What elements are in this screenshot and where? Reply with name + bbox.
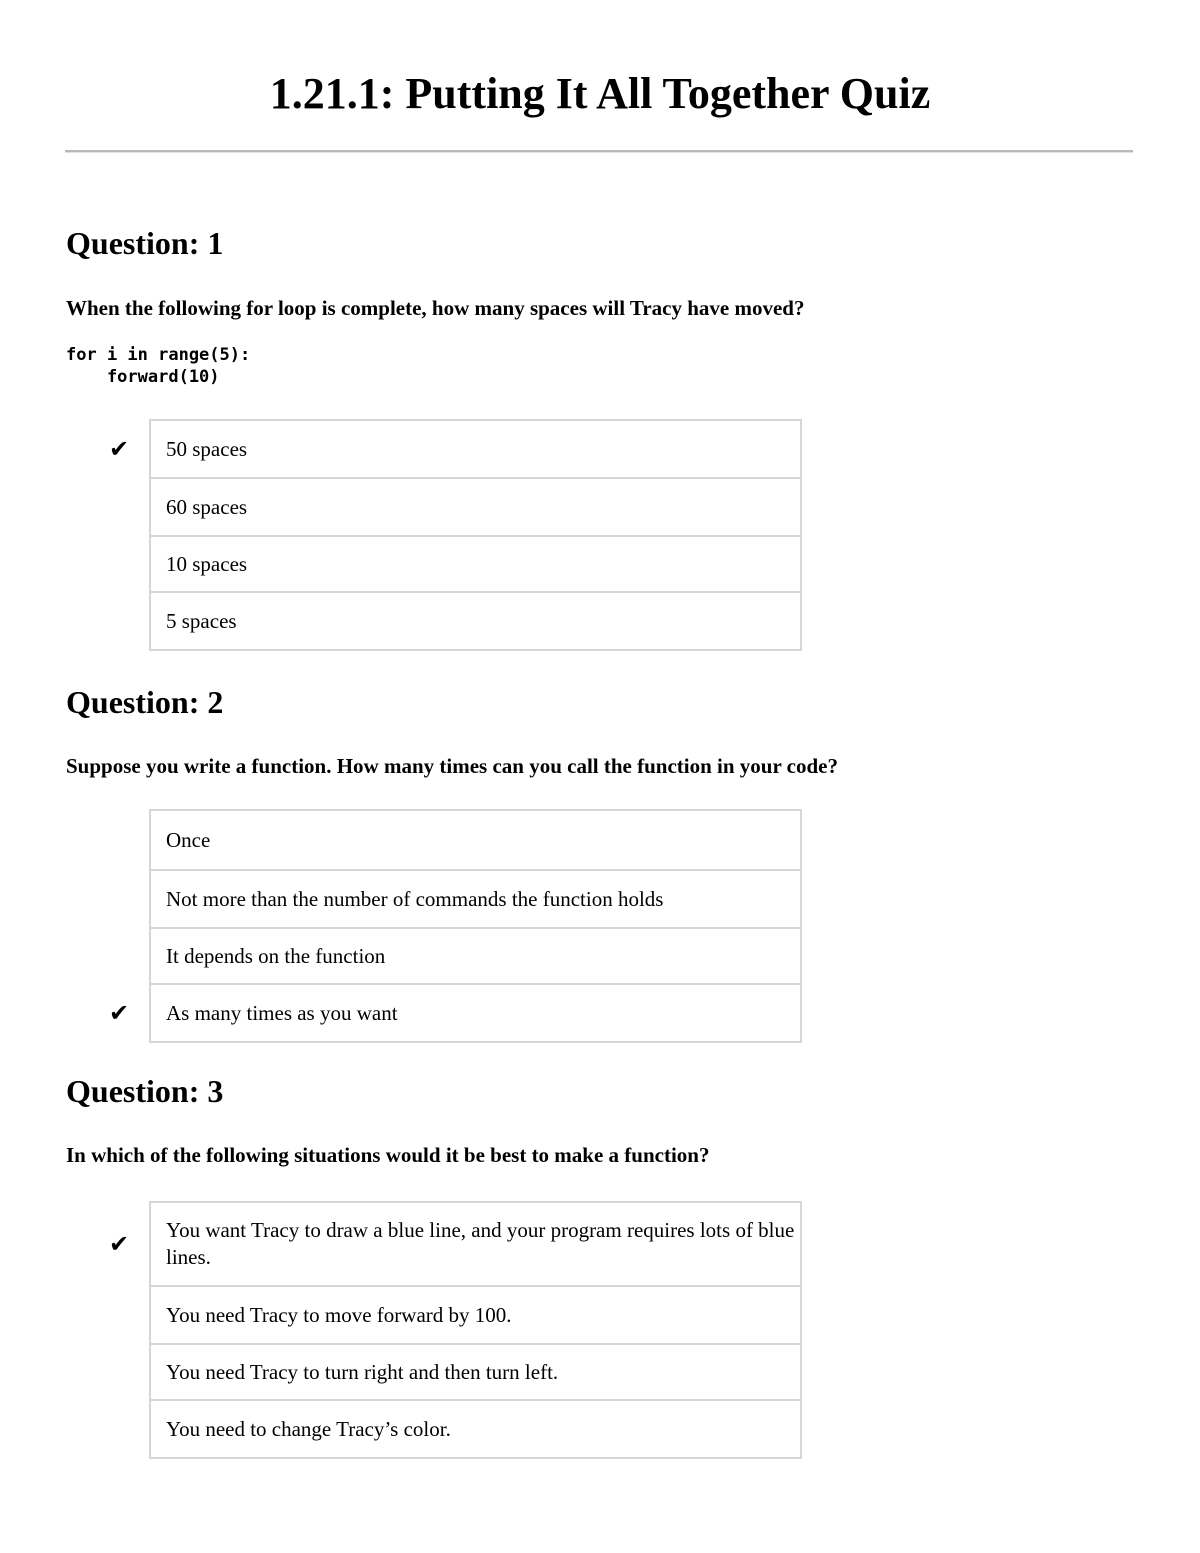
option-label: Not more than the number of commands the function holds (166, 886, 664, 911)
title-divider (65, 150, 1133, 153)
question-2-prompt: Suppose you write a function. How many times can you call the function in your code? (66, 754, 838, 778)
option-label: 5 spaces (166, 608, 237, 633)
correct-check-icon: ✔ (109, 1230, 130, 1258)
question-2-option-1[interactable] (151, 811, 800, 869)
question-1-option-3[interactable] (151, 535, 800, 591)
question-3-prompt: In which of the following situations would it be best to make a function? (66, 1143, 710, 1167)
question-3-options (109, 1201, 802, 1459)
question-1-option-2[interactable] (151, 477, 800, 535)
question-2-options (109, 809, 802, 1043)
question-1-code: for i in range(5): forward(10) (66, 345, 251, 387)
question-2-option-3[interactable] (151, 927, 800, 983)
option-label: You want Tracy to draw a blue line, and your program requires lots of blue lines. (166, 1218, 795, 1269)
question-2-option-4[interactable] (109, 983, 800, 1041)
question-1-option-4[interactable] (151, 591, 800, 649)
question-3-heading: Question: 3 (66, 1073, 224, 1109)
question-3-option-1[interactable] (109, 1203, 800, 1285)
correct-check-icon: ✔ (109, 435, 130, 463)
option-label: Once (166, 827, 211, 852)
question-2-heading: Question: 2 (66, 684, 224, 720)
page-title: 1.21.1: Putting It All Together Quiz (269, 69, 931, 118)
correct-check-icon: ✔ (109, 999, 130, 1027)
question-1-prompt: When the following for loop is complete, how many spaces will Tracy have moved? (66, 296, 805, 320)
question-1-options (109, 419, 802, 651)
option-label: You need Tracy to move forward by 100. (166, 1302, 512, 1327)
question-1-option-1[interactable] (109, 421, 800, 477)
question-3-option-4[interactable] (151, 1399, 800, 1457)
question-3-option-2[interactable] (151, 1285, 800, 1343)
question-2-option-2[interactable] (151, 869, 800, 927)
option-label: You need Tracy to turn right and then turn left. (166, 1359, 559, 1384)
question-3-option-3[interactable] (151, 1343, 800, 1399)
question-1-heading: Question: 1 (66, 225, 224, 261)
option-label: You need to change Tracy’s color. (166, 1416, 451, 1441)
option-label: 50 spaces (166, 436, 248, 461)
option-label: 60 spaces (166, 494, 248, 519)
option-label: 10 spaces (166, 551, 248, 576)
option-label: It depends on the function (166, 943, 386, 968)
option-label: As many times as you want (166, 1000, 398, 1025)
